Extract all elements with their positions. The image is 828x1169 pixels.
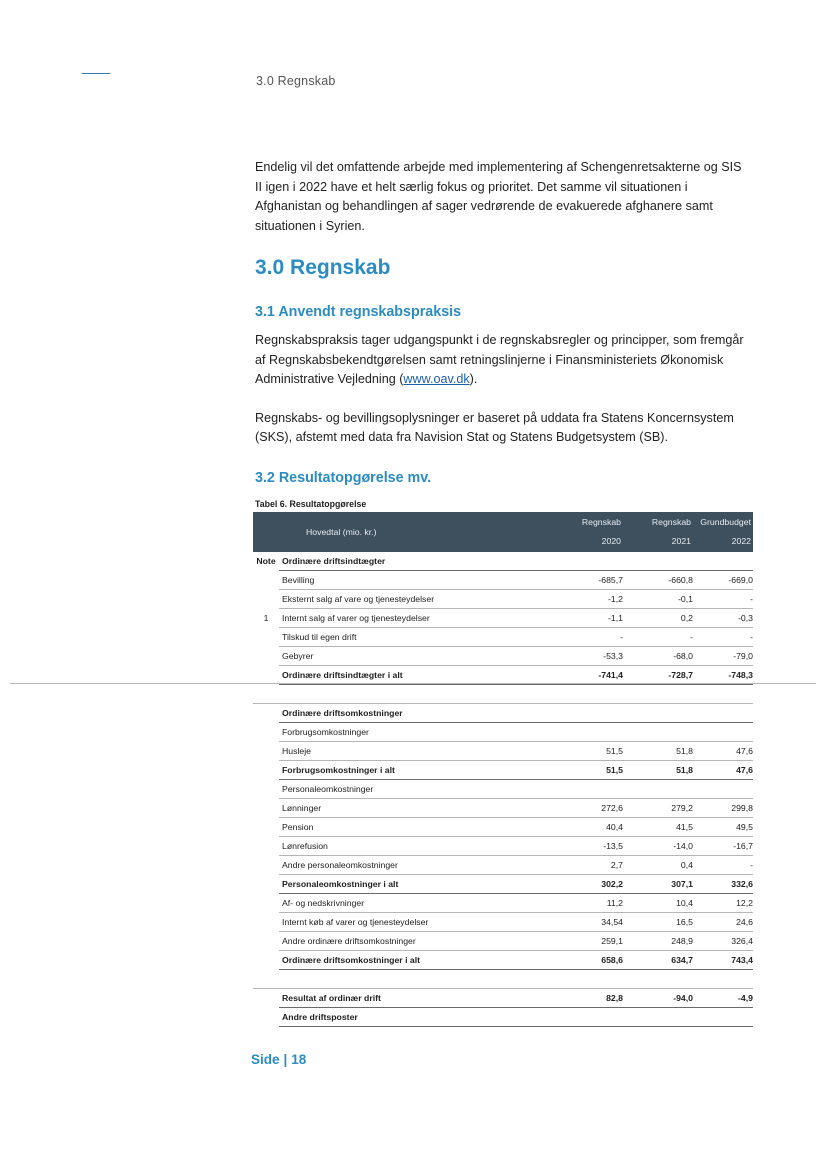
header-note-cell [253, 512, 279, 552]
table-row: Husleje 51,5 51,8 47,6 [253, 741, 753, 760]
table-row: Andre ordinære driftsomkostninger 259,1 248,9 326,4 [253, 931, 753, 950]
accounting-practice-end: ). [469, 372, 478, 386]
table-row: Personaleomkostninger [253, 779, 753, 798]
table-row: Forbrugsomkostninger [253, 722, 753, 741]
table-row: Lønninger 272,6 279,2 299,8 [253, 798, 753, 817]
table-header-row [253, 512, 753, 552]
running-header: 3.0 Regnskab [256, 74, 336, 88]
table-spacer-row [253, 684, 753, 703]
table-spacer-row [253, 969, 753, 988]
table-row-total: Ordinære driftsindtægter i alt -741,4 -728,7 -748,3 [253, 665, 753, 684]
table-row: Andre personaleomkostninger 2,7 0,4 - [253, 855, 753, 874]
subsection-title-accounting-practice: 3.1 Anvendt regnskabspraksis [255, 304, 462, 320]
section-title: 3.0 Regnskab [255, 256, 391, 279]
table-row-total: Personaleomkostninger i alt 302,2 307,1 332,6 [253, 874, 753, 893]
table-row: Af- og nedskrivninger 11,2 10,4 12,2 [253, 893, 753, 912]
table-row: Gebyrer -53,3 -68,0 -79,0 [253, 646, 753, 665]
page-number: 18 [291, 1052, 307, 1067]
header-col-grundbudget-2022: Grundbudget 2022 [693, 512, 753, 552]
oav-link[interactable]: www.oav.dk [403, 372, 470, 386]
accounting-practice-paragraph [255, 331, 752, 390]
footer-side-label: Side [251, 1052, 280, 1067]
table-row: Eksternt salg af vare og tjenesteydelser -1,2 -0,1 - [253, 589, 753, 608]
table-caption: Tabel 6. Resultatopgørelse [255, 498, 367, 509]
header-col-regnskab-2020: Regnskab 2020 [539, 512, 623, 552]
table-row: Andre driftsposter [253, 1007, 753, 1026]
header-rule [82, 73, 110, 74]
intro-paragraph: Endelig vil det omfattende arbejde med implementering af Schengenretsakterne og SIS II igen i 2022 have et helt særlig fokus og prioritet. Det samme vil situationen i Afghanistan og behandlingen af sager vedrørende de evakuerede afghanere samt situationen i Syrien. [255, 160, 742, 233]
income-statement-table [253, 512, 753, 1027]
table-row-total: Forbrugsomkostninger i alt 51,5 51,8 47,6 [253, 760, 753, 779]
table-row: Tilskud til egen drift - - - [253, 627, 753, 646]
table-row: Pension 40,4 41,5 49,5 [253, 817, 753, 836]
subsection-title-income-statement: 3.2 Resultatopgørelse mv. [255, 469, 432, 486]
table-row: Bevilling -685,7 -660,8 -669,0 [253, 570, 753, 589]
footer-separator: | [283, 1052, 288, 1067]
table-row: Note Ordinære driftsindtægter [253, 552, 753, 571]
header-col-regnskab-2021: Regnskab 2021 [623, 512, 693, 552]
accounting-practice-text: Regnskabspraksis tager udgangspunkt i de regnskabsregler og principper, som fremgår af Regnskabsbekendtgørelsen samt retningslinjerne i Finansministeriets Økonomisk Administrative Vejledning ( [255, 333, 744, 386]
table-row: Internt køb af varer og tjenesteydelser 34,54 16,5 24,6 [253, 912, 753, 931]
table-row-total: Ordinære driftsomkostninger i alt 658,6 634,7 743,4 [253, 950, 753, 969]
data-source-paragraph: Regnskabs- og bevillingsoplysninger er baseret på uddata fra Statens Koncernsystem (SKS), afstemt med data fra Navision Stat og Statens Budgetsystem (SB). [255, 410, 734, 444]
table-row-total: Resultat af ordinær drift 82,8 -94,0 -4,9 [253, 988, 753, 1007]
header-label: Hovedtal (mio. kr.) [279, 512, 539, 552]
page-footer [251, 1052, 306, 1067]
main-content [255, 158, 752, 1027]
table-row: Ordinære driftsomkostninger [253, 703, 753, 722]
table-row: 1 Internt salg af varer og tjenesteydelser -1,1 0,2 -0,3 [253, 608, 753, 627]
table-row: Lønrefusion -13,5 -14,0 -16,7 [253, 836, 753, 855]
